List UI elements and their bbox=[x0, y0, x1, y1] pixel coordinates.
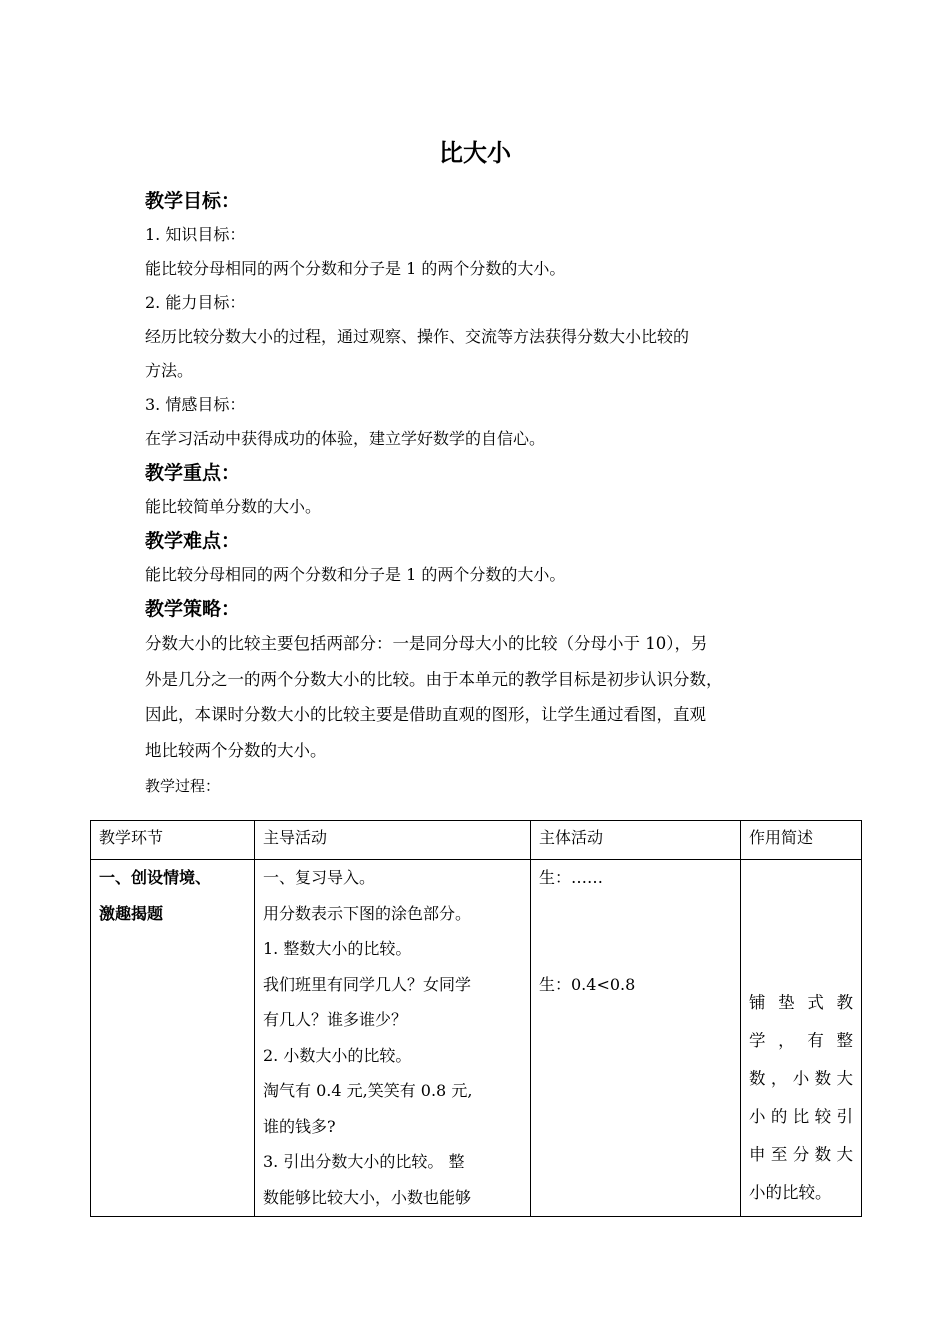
process-label: 教学过程： bbox=[145, 777, 221, 795]
goals-heading: 教学目标： bbox=[145, 190, 241, 212]
lead-line: 用分数表示下图的涂色部分。 bbox=[263, 903, 472, 923]
goal2-label: 2. 能力目标： bbox=[145, 293, 246, 312]
key-heading: 教学重点： bbox=[145, 462, 241, 484]
header-student-activity: 主体活动 bbox=[531, 821, 741, 860]
header-stage: 教学环节 bbox=[91, 821, 255, 860]
lead-line: 谁的钱多? bbox=[263, 1116, 336, 1136]
purpose-line: 铺垫式教 bbox=[749, 993, 853, 1012]
purpose-cell bbox=[741, 860, 862, 1217]
purpose-line: 小的比较引 bbox=[749, 1107, 853, 1126]
lead-line: 3. 引出分数大小的比较。 整 bbox=[263, 1152, 465, 1171]
strategy-heading: 教学策略： bbox=[145, 598, 241, 620]
lead-line: 淘气有 0.4 元,笑笑有 0.8 元, bbox=[263, 1081, 473, 1100]
purpose-line: 数，小数大 bbox=[749, 1069, 853, 1088]
goal3-text: 在学习活动中获得成功的体验，建立学好数学的自信心。 bbox=[145, 429, 546, 448]
strategy-line: 地比较两个分数的大小。 bbox=[145, 740, 327, 760]
lead-line: 1. 整数大小的比较。 bbox=[263, 939, 412, 958]
stage-cell bbox=[91, 860, 255, 1217]
goal3-label: 3. 情感目标： bbox=[145, 395, 246, 414]
header-lead-activity: 主导活动 bbox=[255, 821, 531, 860]
teaching-process-table bbox=[90, 820, 862, 1217]
goal2-text-1: 经历比较分数大小的过程，通过观察、操作、交流等方法获得分数大小比较的 bbox=[145, 327, 690, 346]
lead-line: 数能够比较大小，小数也能够 bbox=[263, 1187, 472, 1207]
table-row bbox=[91, 860, 862, 1217]
goal1-text: 能比较分母相同的两个分数和分子是 1 的两个分数的大小。 bbox=[145, 259, 566, 278]
lead-line: 一、复习导入。 bbox=[263, 868, 376, 887]
lesson-plan-body bbox=[145, 184, 815, 802]
purpose-line: 学，有整 bbox=[749, 1031, 853, 1050]
header-purpose: 作用简述 bbox=[741, 821, 862, 860]
lead-line: 有几人？谁多谁少？ bbox=[263, 1010, 408, 1029]
lead-line: 2. 小数大小的比较。 bbox=[263, 1045, 412, 1065]
purpose-note bbox=[749, 984, 853, 1212]
strategy-paragraph bbox=[145, 626, 815, 768]
student-line: 生：0.4<0.8 bbox=[539, 974, 636, 994]
strategy-line: 外是几分之一的两个分数大小的比较。由于本单元的教学目标是初步认识分数， bbox=[145, 669, 723, 689]
difficulty-text: 能比较分母相同的两个分数和分子是 1 的两个分数的大小。 bbox=[145, 565, 566, 584]
table-header-row bbox=[91, 821, 862, 860]
stage-line: 激趣揭题 bbox=[99, 903, 164, 923]
lead-line: 我们班里有同学几人？女同学 bbox=[263, 974, 472, 994]
student-activity-cell bbox=[531, 860, 741, 1217]
student-line: 生：…… bbox=[539, 868, 604, 887]
goal1-label: 1. 知识目标： bbox=[145, 225, 246, 244]
strategy-line: 分数大小的比较主要包括两部分：一是同分母大小的比较（分母小于 10），另 bbox=[145, 634, 708, 653]
lead-activity-cell bbox=[255, 860, 531, 1217]
stage-line: 一、创设情境、 bbox=[99, 868, 212, 887]
difficulty-heading: 教学难点： bbox=[145, 530, 241, 552]
purpose-line: 小的比较。 bbox=[749, 1183, 832, 1202]
goal2-text-2: 方法。 bbox=[145, 361, 194, 380]
purpose-line: 申至分数大 bbox=[749, 1145, 853, 1164]
strategy-line: 因此，本课时分数大小的比较主要是借助直观的图形，让学生通过看图，直观 bbox=[145, 705, 706, 724]
page-title: 比大小 bbox=[439, 139, 511, 167]
key-text: 能比较简单分数的大小。 bbox=[145, 497, 322, 516]
